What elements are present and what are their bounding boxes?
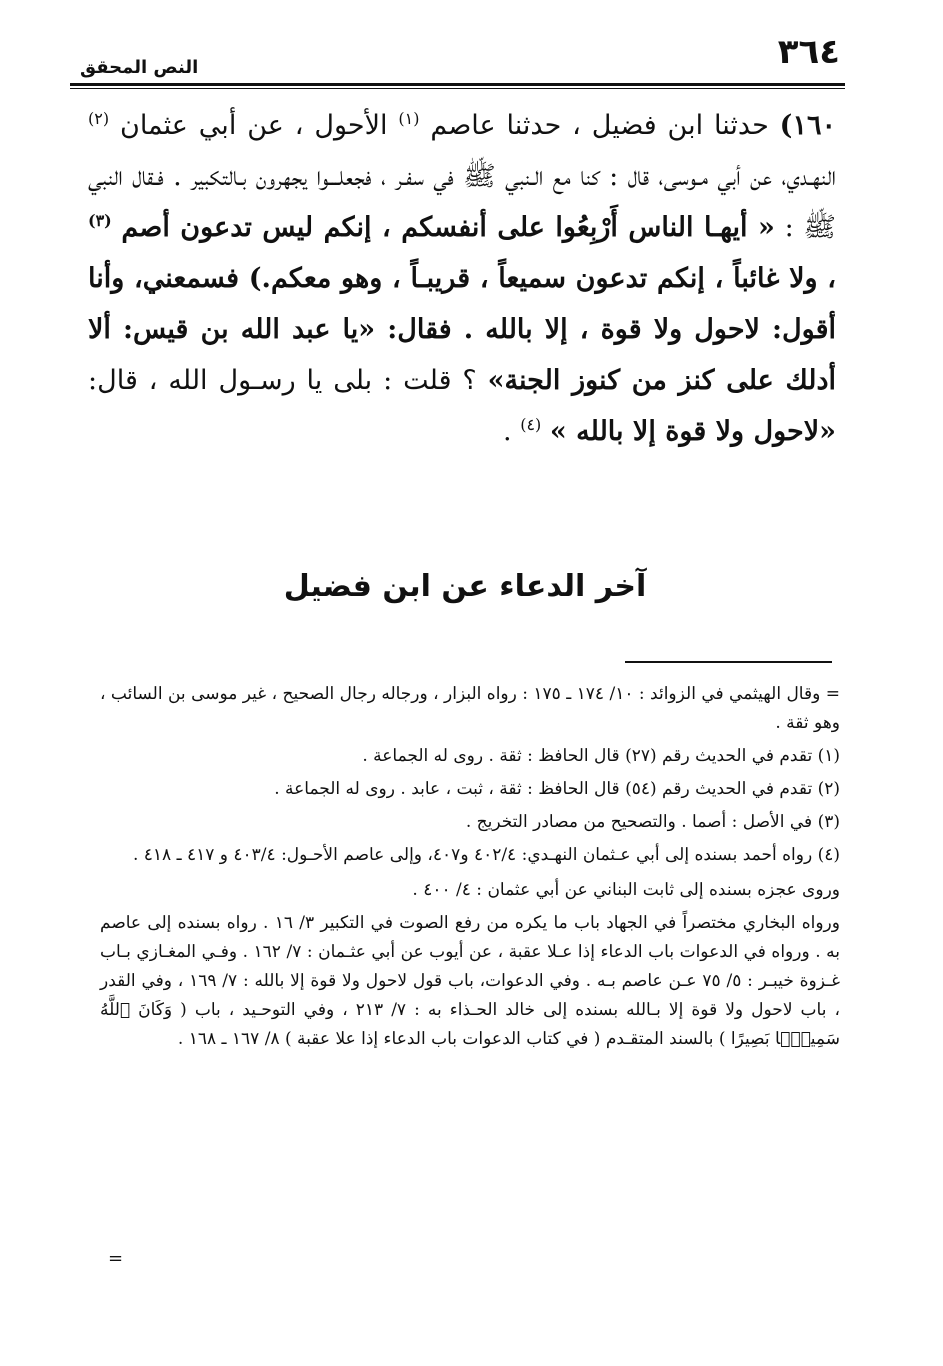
section-title: آخر الدعاء عن ابن فضيل (283, 569, 647, 604)
footnote-ref-2: (٢) (88, 109, 110, 128)
footnote-1: (١) تقدم في الحديث رقم (٢٧) قال الحافظ : ثقة . روى له الجماعة . (362, 746, 840, 766)
footnote-continuation: = وقال الهيثمي في الزوائد : ١٠/ ١٧٤ ـ ١٧٥ : رواه البزار ، ورجاله رجال الصحيح ، غير موسى بن السائب ، وهو ثقة . (100, 684, 840, 733)
footnote-ref-3: (٣) (88, 211, 112, 230)
running-head: النص المحقق (80, 57, 199, 78)
footnote-continues-mark: = (108, 1248, 124, 1269)
footnote-3: (٣) في الأصل : أصما . والتصحيح من مصادر التخريج . (465, 812, 840, 832)
page-number: ٣٦٤ (777, 32, 840, 72)
hadith-quote-1: « أيهـا الناس أَرْبِعُوا على أنفسكم ، إنكم ليس تدعون أصم (121, 212, 775, 243)
hadith-narration-2: ؟ قلت : بلى يا رسـول الله ، قال: (88, 365, 477, 396)
page-header (70, 30, 840, 90)
hadith-quote-3: «لاحول ولا قوة إلا بالله » (549, 416, 836, 447)
footnote-ref-1: (١) (398, 109, 420, 128)
footnote-2: (٢) تقدم في الحديث رقم (٥٤) قال الحافظ : ثقة ، ثبت ، عابد . روى له الجماعة . (274, 779, 840, 799)
footnote-4-part-c: ورواه البخاري مختصراً في الجهاد باب ما يكره من رفع الصوت في التكبير ٣/ ١٦ . رواه بسنده إلى عاصم به . ورواه في الدعوات باب الدعاء إذا عـلا عقبة ، عن أيوب عن أبي عثـمان : ٧/ ١٦٢ . وفـي المغـازي بـاب غـزوة خيبـر : ٥/ ٧٥ عـن عاصم بـه . وفي الدعوات، باب قول لاحول ولا قوة إلا بالله : ٧/ ١٦٩ ، وفي القدر ، باب لاحول ولا قوة إلا بـالله بسنده إلى خالد الحـذاء به : ٧/ ٢١٣ ، وفي التوحـيد ، باب ( وَكَانَ ٱللَّهُ سَمِيعًۢا بَصِيرًا ) بالسند المتقـدم ( في كتاب الدعوات باب الدعاء إذا علا عقبة ) ٨/ ١٦٧ ـ ١٦٨ . (100, 913, 841, 1049)
hadith-number: ١٦٠) (779, 110, 836, 141)
footnote-ref-4: (٤) (520, 415, 542, 434)
hadith-end: . (503, 416, 512, 447)
footnote-4-part-a: (٤) رواه أحمد بسنده إلى أبي عـثمان النهـدي: ٤٠٢/٤ و٤٠٧، وإلى عاصم الأحـول: ٤٠٣/٤ و ٤١٧ ـ ٤١٨ . (132, 845, 840, 865)
hadith-chain-part2: الأحول ، عن أبي عثمان (119, 110, 388, 141)
footnote-4-part-b: وروى عجزه بسنده إلى ثابت البناني عن أبي عثمان : ٤/ ٤٠٠ . (412, 880, 840, 900)
hadith-text (88, 100, 836, 457)
hadith-narration: النهـدي، عن أبي مـوسى، قال : كنا مع الـنبي ﷺ في سفـر ، فجعلـــوا يجهرون بـالتكبير . فـقال النبي ﷺ : (88, 161, 836, 243)
hadith-quote-2: ، ولا غائباً ، إنكم تدعون سميعاً ، قريبـاً ، وهو معكم.) فسمعني، وأنا أقول: لاحول ولا قوة ، إلا بالله . فقال: «يا عبد الله بن قيس: ألا أدلك على كنز من كنوز الجنة» (88, 263, 837, 396)
header-rule (70, 83, 845, 86)
footnotes (100, 680, 840, 1058)
hadith-chain-part1: حدثنا ابن فضيل ، حدثنا عاصم (430, 110, 769, 141)
footnote-separator (625, 661, 832, 663)
header-rule-thin (70, 88, 845, 89)
